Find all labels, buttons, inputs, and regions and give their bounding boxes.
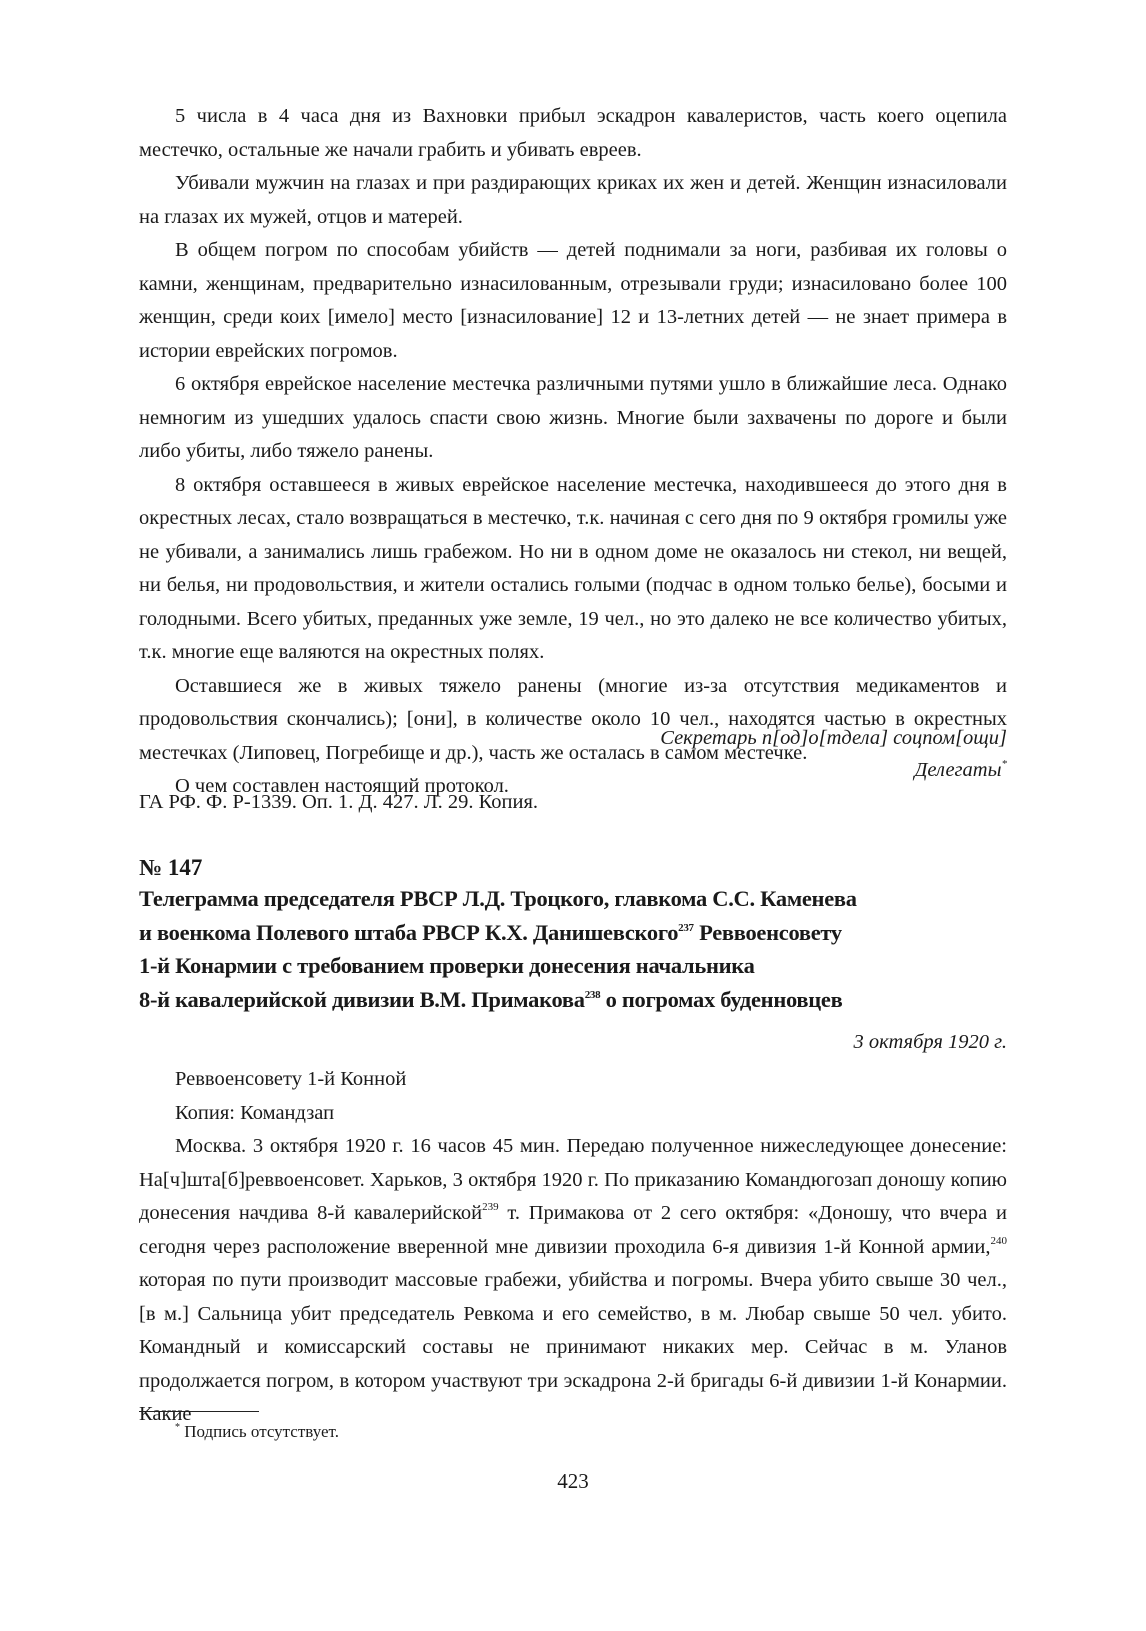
paragraph: В общем погром по способам убийств — детей поднимали за ноги, разбивая их головы о камни, женщинам, предварительно изнасилованным, отрезывали груди; изнасиловано более 100 женщин, среди коих [имело] место [изнасилование] 12 и 13-летних детей — не знает примера в истории еврейских погромов.	[139, 239, 1007, 362]
title-line: 1-й Конармии с требованием проверки донесения начальника	[139, 953, 755, 978]
addressee: Реввоенсовету 1-й Конной	[175, 1068, 407, 1090]
paragraph: Оставшиеся же в живых тяжело ранены (многие из-за отсутствия медикаментов и продовольствия скончались); [они], в количестве около 10 чел., находятся частью в окрестных местечках (Липовец, Погребище и др.), часть же осталась в самом местечке.	[139, 674, 1007, 764]
archive-reference: ГА РФ. Ф. Р-1339. Оп. 1. Д. 427. Л. 29. Копия.	[139, 791, 539, 813]
body-text: Москва. 3 октября 1920 г. 16 часов 45 мин. Передаю полученное нижеследующее донесение: На[ч]шта[б]реввоенсовет. Харьков, 3 октября 1920 г. По приказанию Командюгозап доношу копию донесения начдива 8-й кавалерийской	[139, 1135, 1007, 1224]
document-date: 3 октября 1920 г.	[853, 1031, 1007, 1053]
body-text: т. Примакова от 2 сего октября: «Доношу, что вчера и сегодня через расположение вверенной мне дивизии проходила 6-я дивизия 1-й Конной армии,	[139, 1202, 1007, 1258]
footnote-divider	[139, 1411, 259, 1412]
title-line-text: и военкома Полевого штаба РВСР К.Х. Данишевского	[139, 919, 679, 945]
footnote	[175, 1420, 339, 1444]
signature-block	[660, 722, 1007, 786]
paragraph: 5 числа в 4 часа дня из Вахновки прибыл эскадрон кавалеристов, часть коего оцепила местечко, остальные же начали грабить и убивать евреев.	[139, 105, 1007, 161]
telegram-text	[139, 1063, 1007, 1432]
signature-delegates	[660, 754, 1007, 786]
document-title	[139, 882, 1009, 1016]
page-number: 423	[557, 1469, 589, 1493]
paragraph: 6 октября еврейское население местечка различными путями ушло в ближайшие леса. Однако немногим из ушедших удалось спасти свою жизнь. Многие были захвачены по дороге и были либо убиты, либо тяжело ранены.	[139, 373, 1007, 462]
footnote-mark: *	[175, 1422, 180, 1433]
paragraph: 8 октября оставшееся в живых еврейское население местечка, находившееся до этого дня в окрестных лесах, стало возвращаться в местечко, т.к. начиная с сего дня по 9 октября громилы уже не убивали, а занимались лишь грабежом. Но ни в одном доме не оказалось ни стекол, ни вещей, ни белья, ни продовольствия, и жители остались голыми (подчас в одном только белье), босыми и голодными. Всего убитых, преданных уже земле, 19 чел., но это далеко не все количество убитых, т.к. многие еще валяются на окрестных полях.	[139, 473, 1007, 663]
title-line-text: 8-й кавалерийской дивизии В.М. Примакова	[139, 986, 585, 1012]
body-text: которая по пути производит массовые грабежи, убийства и погромы. Вчера убито свыше 30 чел., [в м.] Сальница убит председатель Ревкома и его семейство, в м. Любар свыше 50 чел. убито. Командный и комиссарский составы не принимают никаких мер. Сейчас в м. Уланов продолжается погром, в котором участвуют три эскадрона 2-й бригады 6-й дивизии 1-й Конармии. Какие	[139, 1269, 1007, 1425]
footnote-ref: 239	[482, 1201, 499, 1213]
protocol-text	[139, 100, 1007, 804]
telegram-body	[139, 1130, 1007, 1432]
title-line-tail: Реввоенсовету	[693, 919, 842, 945]
title-line	[139, 916, 1009, 950]
footnote-ref: 240	[990, 1234, 1007, 1247]
paragraph: О чем составлен настоящий протокол.	[175, 775, 509, 797]
signature-delegates-label: Делегаты	[914, 759, 1002, 781]
title-line-tail: о погромах буденновцев	[600, 986, 843, 1012]
paragraph: Убивали мужчин на глазах и при раздирающих криках их жен и детей. Женщин изнасиловали на глазах их мужей, отцов и матерей.	[139, 172, 1007, 228]
footnote-ref: 237	[678, 921, 694, 934]
title-line: Телеграмма председателя РВСР Л.Д. Троцкого, главкома С.С. Каменева	[139, 886, 857, 911]
footnote-ref: *	[1001, 758, 1007, 770]
footnote-text: Подпись отсутствует.	[180, 1422, 339, 1441]
document-number: № 147	[139, 855, 203, 880]
footnote-ref: 238	[584, 988, 601, 1001]
copy-to: Копия: Командзап	[175, 1101, 335, 1124]
signature-secretary: Секретарь п[од]о[тдела] соцпом[ощи]	[660, 727, 1007, 749]
title-line	[139, 983, 1009, 1017]
